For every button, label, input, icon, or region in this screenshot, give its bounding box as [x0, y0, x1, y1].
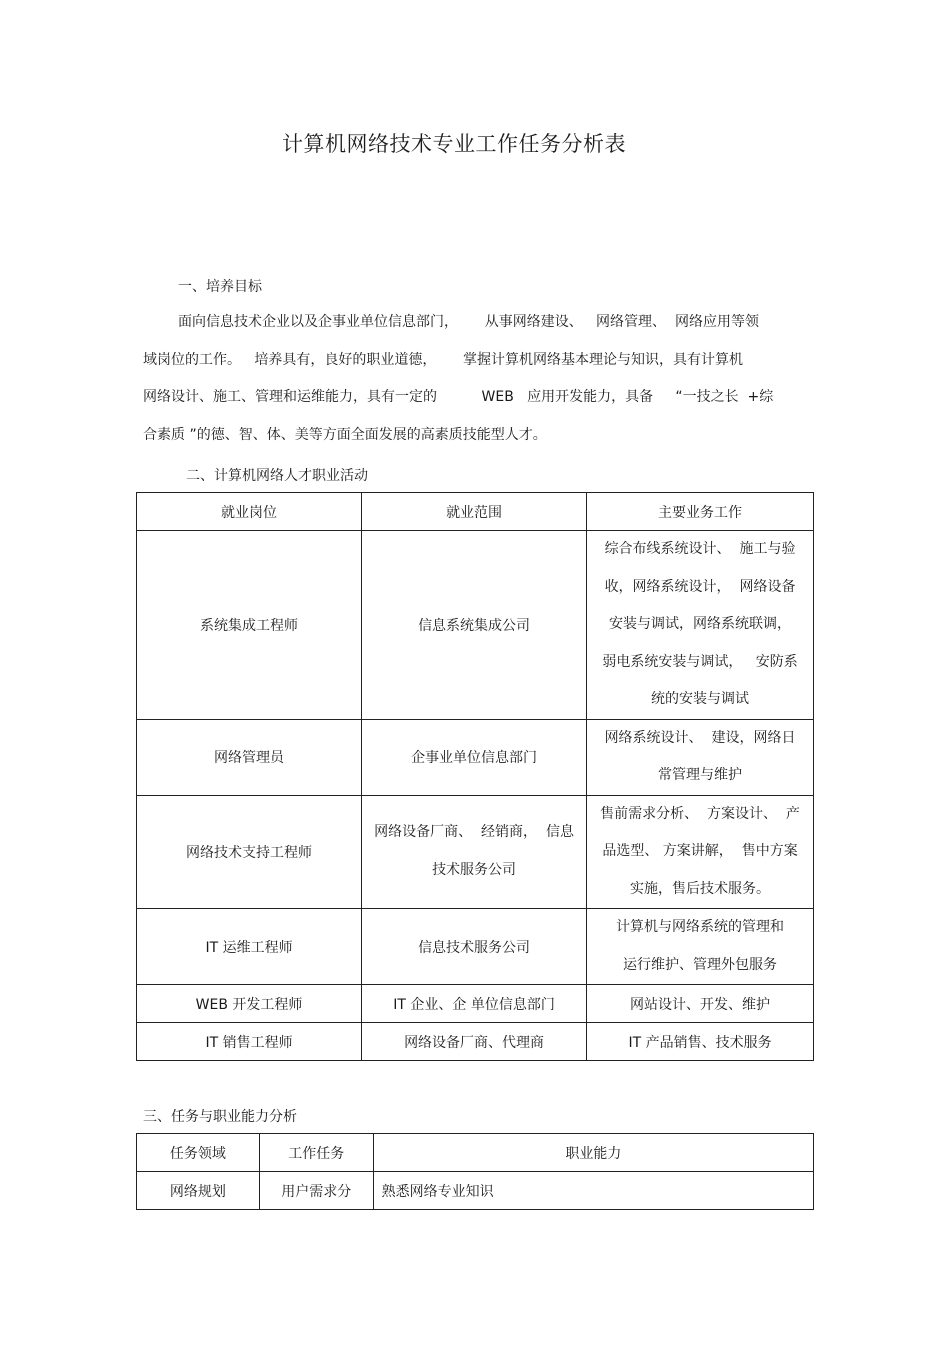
table-row — [137, 909, 814, 985]
scope-cell: 网络设备厂商、代理商 — [362, 1023, 587, 1061]
table-row — [137, 795, 814, 909]
work-line: 安装与调试，网络系统联调， — [609, 616, 792, 632]
work-line: 售前需求分析、 方案设计、 产 — [600, 805, 800, 822]
scope-line: 网络设备厂商、 经销商， 信息 — [374, 824, 574, 841]
section3-heading: 三、任务与职业能力分析 — [143, 1109, 297, 1125]
work-cell — [587, 909, 814, 985]
work-cell — [587, 795, 814, 909]
column-header: 任务领域 — [137, 1134, 260, 1172]
post-cell: 网络技术支持工程师 — [137, 795, 362, 909]
column-header: 职业能力 — [373, 1134, 813, 1172]
section2-heading: 二、计算机网络人才职业活动 — [186, 468, 368, 484]
domain-cell: 网络规划 — [137, 1172, 260, 1210]
work-line: 收，网络系统设计， 网络设备 — [604, 578, 796, 595]
table-row — [137, 1172, 814, 1210]
post-cell: WEB 开发工程师 — [137, 985, 362, 1023]
work-line: 常管理与维护 — [658, 767, 743, 783]
objective-line: 域岗位的工作。 培养具有，良好的职业道德， 掌握计算机网络基本理论与知识，具有计算机 — [143, 351, 744, 368]
work-line: 综合布线系统设计、 施工与验 — [604, 541, 796, 557]
scope-cell — [362, 795, 587, 909]
work-cell: IT 产品销售、技术服务 — [587, 1023, 814, 1061]
section1-heading: 一、培养目标 — [178, 279, 262, 295]
ability-cell: 熟悉网络专业知识 — [373, 1172, 813, 1210]
scope-line: 技术服务公司 — [432, 861, 517, 878]
objective-paragraph — [143, 304, 811, 454]
scope-cell: IT 企业、企 单位信息部门 — [362, 985, 587, 1023]
table-row — [137, 985, 814, 1023]
column-header: 就业范围 — [362, 493, 587, 531]
column-header: 工作任务 — [259, 1134, 373, 1172]
table-header-row — [137, 493, 814, 531]
post-cell: IT 运维工程师 — [137, 909, 362, 985]
table-row — [137, 531, 814, 720]
work-line: 网络系统设计、 建设，网络日 — [604, 729, 796, 746]
post-cell: IT 销售工程师 — [137, 1023, 362, 1061]
task-ability-table — [136, 1133, 814, 1210]
work-line: 实施，售后技术服务。 — [630, 880, 771, 897]
objective-line: 面向信息技术企业以及企事业单位信息部门， 从事网络建设、 网络管理、 网络应用等领 — [178, 314, 759, 330]
work-cell: 网站设计、开发、维护 — [587, 985, 814, 1023]
career-activities-table — [136, 492, 814, 1061]
post-cell: 网络管理员 — [137, 719, 362, 795]
post-cell: 系统集成工程师 — [137, 531, 362, 720]
work-cell — [587, 719, 814, 795]
work-line: 品选型、 方案讲解， 售中方案 — [602, 843, 798, 859]
work-line: 统的安装与调试 — [651, 691, 750, 707]
table-row — [137, 1023, 814, 1061]
table-header-row — [137, 1134, 814, 1172]
column-header: 就业岗位 — [137, 493, 362, 531]
table-row — [137, 719, 814, 795]
column-header: 主要业务工作 — [587, 493, 814, 531]
objective-line: 合素质 ”的德、智、体、美等方面全面发展的高素质技能型人才。 — [143, 426, 547, 443]
work-line: 计算机与网络系统的管理和 — [616, 919, 785, 935]
work-line: 运行维护、管理外包服务 — [623, 956, 778, 973]
task-cell: 用户需求分 — [259, 1172, 373, 1210]
scope-cell: 企事业单位信息部门 — [362, 719, 587, 795]
scope-cell: 信息系统集成公司 — [362, 531, 587, 720]
work-cell — [587, 531, 814, 720]
work-line: 弱电系统安装与调试， 安防系 — [602, 653, 798, 670]
document-title: 计算机网络技术专业工作任务分析表 — [282, 132, 626, 156]
scope-cell: 信息技术服务公司 — [362, 909, 587, 985]
objective-line: 网络设计、施工、管理和运维能力，具有一定的 WEB 应用开发能力，具备 “一技之长 +综 — [143, 389, 774, 405]
